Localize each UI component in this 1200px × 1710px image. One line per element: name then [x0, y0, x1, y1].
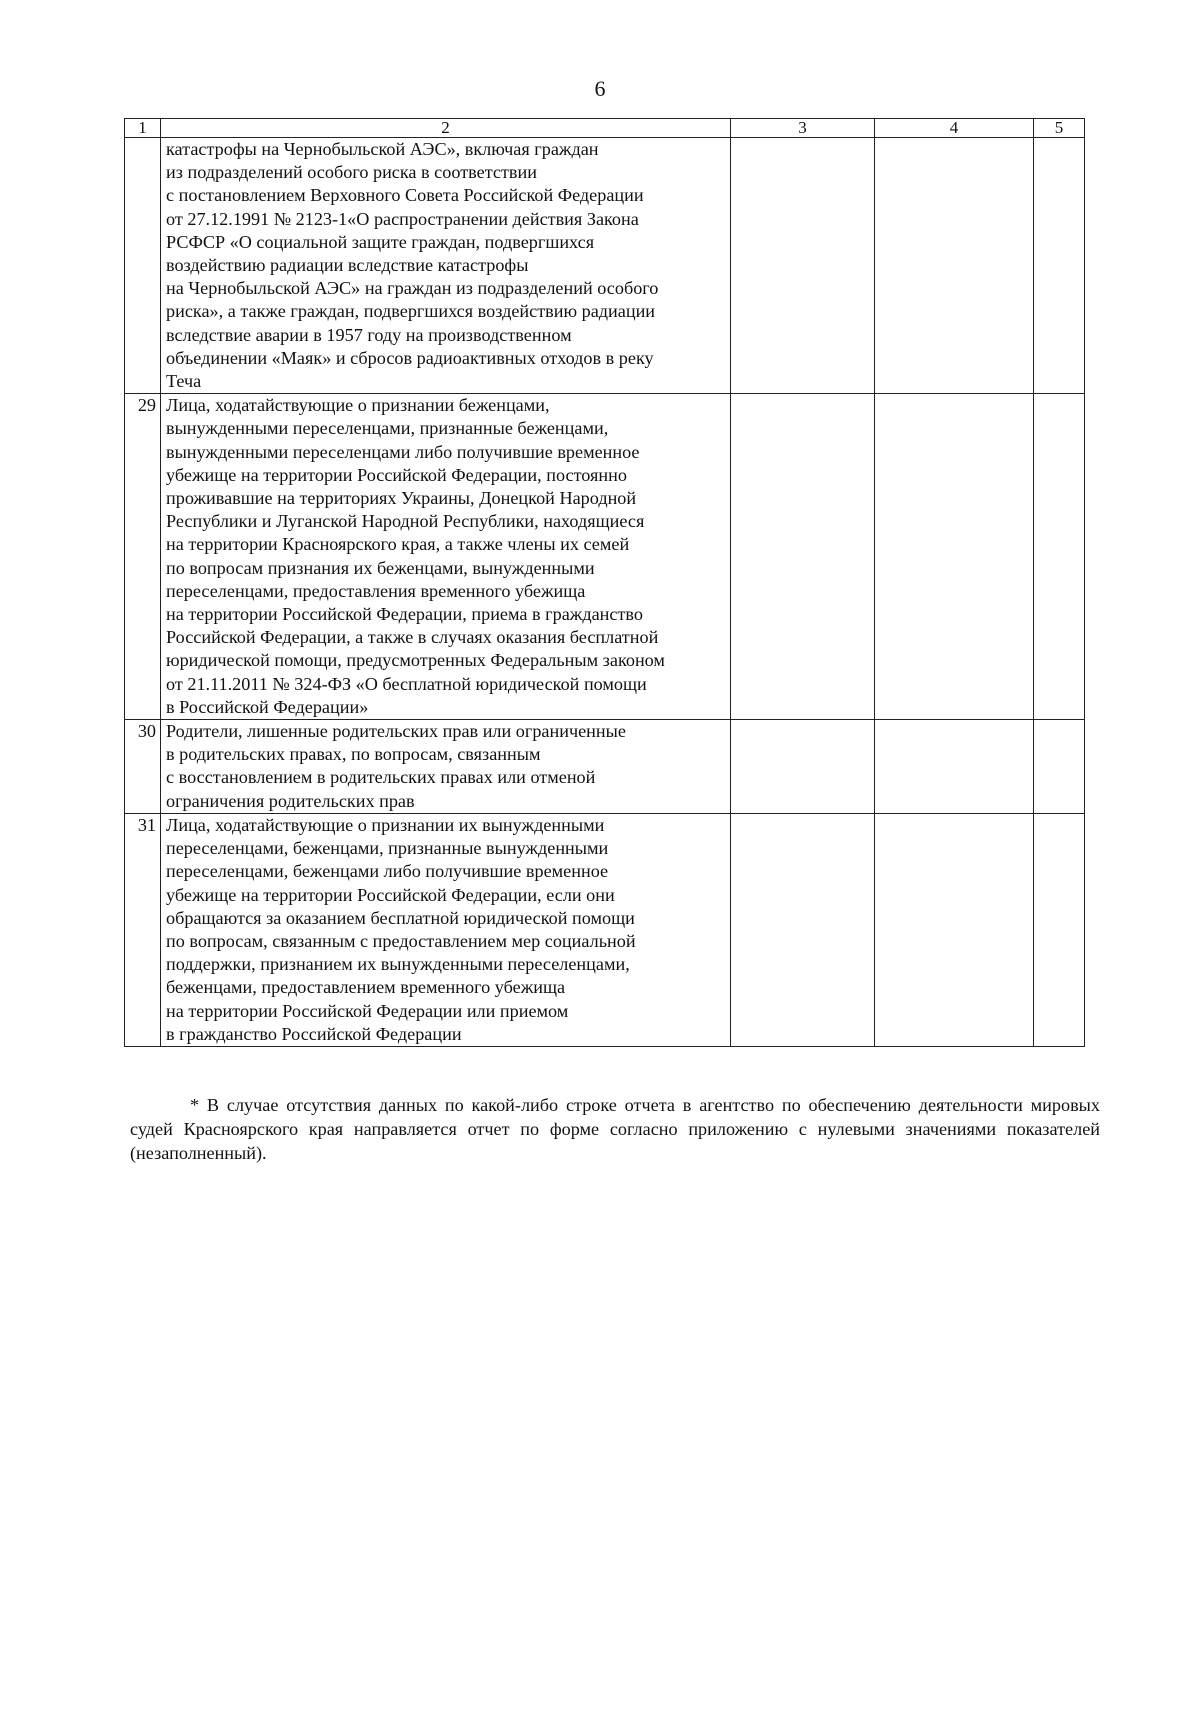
- row-cell-col5: [1034, 394, 1085, 720]
- report-table: [124, 118, 1085, 1047]
- row-number: 30: [125, 720, 161, 814]
- row-cell-col4: [875, 813, 1034, 1046]
- column-header: 3: [731, 119, 875, 138]
- column-header: 4: [875, 119, 1034, 138]
- column-header: 1: [125, 119, 161, 138]
- row-cell-col3: [731, 394, 875, 720]
- row-cell-col5: [1034, 720, 1085, 814]
- row-description: Лица, ходатайствующие о признании беженцами, вынужденными переселенцами, признанные беженцами, вынужденными переселенцами либо получившие временное убежище на территории Российской Федерации, постоянно проживавшие на территориях Украины, Донецкой Народной Республики и Луганской Народной Республики, находящиеся на территории Красноярского края, а также члены их семей по вопросам признания их беженцами, вынужденными переселенцами, предоставления временного убежища на территории Российской Федерации, приема в гражданство Российской Федерации, а также в случаях оказания бесплатной юридической помощи, предусмотренных Федеральным законом от 21.11.2011 № 324-ФЗ «О бесплатной юридической помощи в Российской Федерации»: [161, 394, 731, 720]
- row-cell-col5: [1034, 138, 1085, 394]
- row-cell-col4: [875, 138, 1034, 394]
- table-row: [125, 138, 1085, 394]
- row-cell-col3: [731, 138, 875, 394]
- row-cell-col4: [875, 720, 1034, 814]
- row-description: Родители, лишенные родительских прав или ограниченные в родительских правах, по вопросам, связанным с восстановлением в родительских правах или отменой ограничения родительских прав: [161, 720, 731, 814]
- row-cell-col4: [875, 394, 1034, 720]
- table-row: [125, 720, 1085, 814]
- row-number: 29: [125, 394, 161, 720]
- row-cell-col3: [731, 720, 875, 814]
- row-description: катастрофы на Чернобыльской АЭС», включая граждан из подразделений особого риска в соответствии с постановлением Верховного Совета Российской Федерации от 27.12.1991 № 2123-1«О распространении действия Закона РСФСР «О социальной защите граждан, подвергшихся воздействию радиации вследствие катастрофы на Чернобыльской АЭС» на граждан из подразделений особого риска», а также граждан, подвергшихся воздействию радиации вследствие аварии в 1957 году на производственном объединении «Маяк» и сбросов радиоактивных отходов в реку Теча: [161, 138, 731, 394]
- row-number: 31: [125, 813, 161, 1046]
- footnote: * В случае отсутствия данных по какой-либо строке отчета в агентство по обеспечению деятельности мировых судей Красноярского края направляется отчет по форме согласно приложению с нулевыми значениями показателей (незаполненный).: [130, 1095, 1100, 1163]
- row-cell-col5: [1034, 813, 1085, 1046]
- table-row: [125, 394, 1085, 720]
- column-header: 5: [1034, 119, 1085, 138]
- row-number: [125, 138, 161, 394]
- table-header-row: [125, 119, 1085, 138]
- row-cell-col3: [731, 813, 875, 1046]
- row-description: Лица, ходатайствующие о признании их вынужденными переселенцами, беженцами, признанные вынужденными переселенцами, беженцами либо получившие временное убежище на территории Российской Федерации, если они обращаются за оказанием бесплатной юридической помощи по вопросам, связанным с предоставлением мер социальной поддержки, признанием их вынужденными переселенцами, беженцами, предоставлением временного убежища на территории Российской Федерации или приемом в гражданство Российской Федерации: [161, 813, 731, 1046]
- page-number: 6: [594, 76, 606, 101]
- table-row: [125, 813, 1085, 1046]
- column-header: 2: [161, 119, 731, 138]
